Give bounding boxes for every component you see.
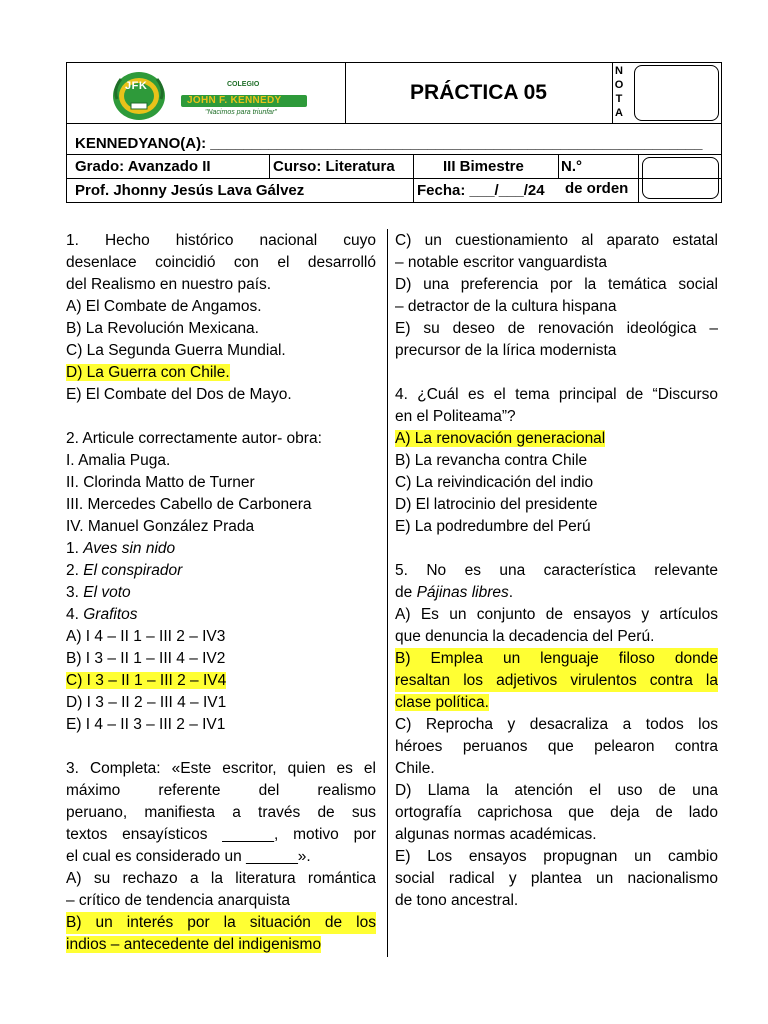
q1-stem-line: 1. Hecho histórico nacional cuyo [66, 232, 376, 249]
logo-motto: "Nacimos para triunfar" [205, 109, 277, 116]
teacher-label: Prof. Jhonny Jesús Lava Gálvez [75, 182, 305, 199]
q2-work [66, 604, 376, 626]
q5-option-e-cont[interactable]: social radical y plantea un nacionalismo [395, 870, 718, 887]
q3-option-d-cont[interactable]: – detractor de la cultura hispana [395, 298, 617, 315]
q5-option-c[interactable]: C) Reprocha y desacraliza a todos los [395, 716, 718, 733]
q5-option-d[interactable]: D) Llama la atención el uso de una [395, 782, 718, 799]
q1-stem-line: desenlace coincidió con el desarrolló [66, 254, 376, 271]
q5-option-e[interactable]: E) Los ensayos propugnan un cambio [395, 848, 718, 865]
q5-option-e-cont[interactable]: de tono ancestral. [395, 892, 519, 909]
q2-work-title: Aves sin nido [83, 540, 176, 557]
q4-option-a-answer[interactable]: A) La renovación generacional [395, 430, 606, 447]
q1-option-a[interactable]: A) El Combate de Angamos. [66, 298, 262, 315]
q2-work-number: 3. [66, 584, 79, 601]
q2-work-number: 4. [66, 606, 79, 623]
q5-stem-suffix: . [508, 584, 514, 601]
q5-option-b-answer[interactable]: B) Emplea un lenguaje filoso donde [395, 648, 718, 670]
q2-option-a[interactable]: A) I 4 – II 1 – III 2 – IV3 [66, 628, 226, 645]
q4-option-c[interactable]: C) La reivindicación del indio [395, 474, 594, 491]
q3-option-a-cont[interactable]: – crítico de tendencia anarquista [66, 892, 291, 909]
q3-option-d[interactable]: D) una preferencia por la temática social [395, 276, 718, 293]
q5-option-d-cont[interactable]: ortografía caprichosa que deja de lado [395, 804, 718, 821]
q2-option-e[interactable]: E) I 4 – II 3 – III 2 – IV1 [66, 716, 226, 733]
logo-initials: JFK [125, 80, 148, 92]
q5-option-a[interactable]: A) Es un conjunto de ensayos y artículos [395, 606, 718, 623]
grade-label: Grado: Avanzado II [75, 158, 211, 175]
order-number-box[interactable] [642, 157, 719, 199]
q3-option-b-answer-cont[interactable]: indios – antecedente del indigenismo [66, 936, 322, 953]
q3-stem-line: máximo referente del realismo [66, 782, 376, 799]
q1-option-b[interactable]: B) La Revolución Mexicana. [66, 320, 259, 337]
q2-stem: 2. Articule correctamente autor- obra: [66, 430, 322, 447]
logo-colegio: COLEGIO [227, 81, 260, 88]
q3-stem-line: el cual es considerado un ______». [66, 848, 311, 865]
header-divider [67, 123, 721, 124]
q2-work-title: El voto [83, 584, 131, 601]
q3-option-e[interactable]: E) su deseo de renovación ideológica – [395, 320, 718, 337]
q5-option-a-cont[interactable]: que denuncia la decadencia del Perú. [395, 628, 655, 645]
q1-option-e[interactable]: E) El Combate del Dos de Mayo. [66, 386, 292, 403]
q5-stem-line [395, 582, 718, 604]
q3-option-a[interactable]: A) su rechazo a la literatura romántica [66, 870, 376, 887]
q1-option-d-answer[interactable]: D) La Guerra con Chile. [66, 364, 230, 381]
school-logo [111, 69, 311, 121]
q2-author: I. Amalia Puga. [66, 452, 171, 469]
q2-work-number: 2. [66, 562, 79, 579]
date-field[interactable]: Fecha: ___/___/24 [417, 182, 545, 199]
q2-option-c-answer[interactable]: C) I 3 – II 1 – III 2 – IV4 [66, 672, 227, 689]
q3-option-e-cont[interactable]: precursor de la lírica modernista [395, 342, 617, 359]
header-divider [67, 154, 721, 155]
nota-letter: O [614, 79, 624, 91]
q4-option-d[interactable]: D) El latrocinio del presidente [395, 496, 598, 513]
q2-option-b[interactable]: B) I 3 – II 1 – III 4 – IV2 [66, 650, 226, 667]
q2-option-d[interactable]: D) I 3 – II 2 – III 4 – IV1 [66, 694, 227, 711]
left-column [66, 230, 376, 956]
right-column [395, 230, 718, 912]
q4-option-b[interactable]: B) La revancha contra Chile [395, 452, 588, 469]
q5-stem-prefix: de [395, 584, 417, 601]
q5-stem-line: 5. No es una característica relevante [395, 562, 718, 579]
student-name-field[interactable]: KENNEDYANO(A): ___________________________________________________________ [75, 135, 703, 152]
q1-stem-line: del Realismo en nuestro país. [66, 276, 272, 293]
q1-option-c[interactable]: C) La Segunda Guerra Mundial. [66, 342, 286, 359]
q4-stem-line: 4. ¿Cuál es el tema principal de “Discurso [395, 386, 718, 403]
column-divider [387, 229, 388, 957]
q5-stem-title: Pájinas libres [416, 584, 509, 601]
header-divider [269, 154, 270, 178]
q5-option-b-answer-cont[interactable]: clase política. [395, 694, 489, 711]
q2-work-number: 1. [66, 540, 79, 557]
order-number-label: N.° [561, 158, 582, 175]
q2-work-title: El conspirador [83, 562, 183, 579]
bimester-label: III Bimestre [443, 158, 524, 175]
q5-option-b-answer-cont[interactable]: resaltan los adjetivos virulentos contra la [395, 670, 718, 692]
page-title: PRÁCTICA 05 [410, 81, 547, 104]
q5-option-c-cont[interactable]: Chile. [395, 760, 435, 777]
q3-option-c-cont[interactable]: – notable escritor vanguardista [395, 254, 607, 271]
q2-work [66, 560, 376, 582]
q3-stem-line: textos ensayísticos ______, motivo por [66, 826, 376, 843]
nota-letter: A [615, 107, 623, 119]
q5-option-c-cont[interactable]: héroes peruanos que pelearon contra [395, 738, 718, 755]
nota-letter: N [615, 65, 623, 77]
header-divider [413, 154, 414, 202]
q2-work [66, 538, 376, 560]
q4-option-e[interactable]: E) La podredumbre del Perú [395, 518, 591, 535]
course-label: Curso: Literatura [273, 158, 395, 175]
q3-stem-line: peruano, manifiesta a través de sus [66, 804, 376, 821]
q3-option-c[interactable]: C) un cuestionamiento al aparato estatal [395, 232, 718, 249]
header-table [66, 62, 722, 203]
q3-stem-line: 3. Completa: «Este escritor, quien es el [66, 760, 376, 777]
q2-author: III. Mercedes Cabello de Carbonera [66, 496, 312, 513]
header-divider [638, 154, 639, 202]
header-divider [558, 154, 559, 178]
grade-box[interactable] [634, 65, 719, 121]
q3-option-b-answer[interactable]: B) un interés por la situación de los [66, 912, 376, 934]
q2-author: II. Clorinda Matto de Turner [66, 474, 255, 491]
nota-letter: T [615, 93, 623, 105]
q2-work-title: Grafitos [83, 606, 138, 623]
q2-work [66, 582, 376, 604]
q5-option-d-cont[interactable]: algunas normas académicas. [395, 826, 597, 843]
q4-stem-line: en el Politeama”? [395, 408, 516, 425]
logo-school-name: JOHN F. KENNEDY [187, 95, 282, 106]
q2-author: IV. Manuel González Prada [66, 518, 255, 535]
order-label: de orden [565, 180, 629, 197]
